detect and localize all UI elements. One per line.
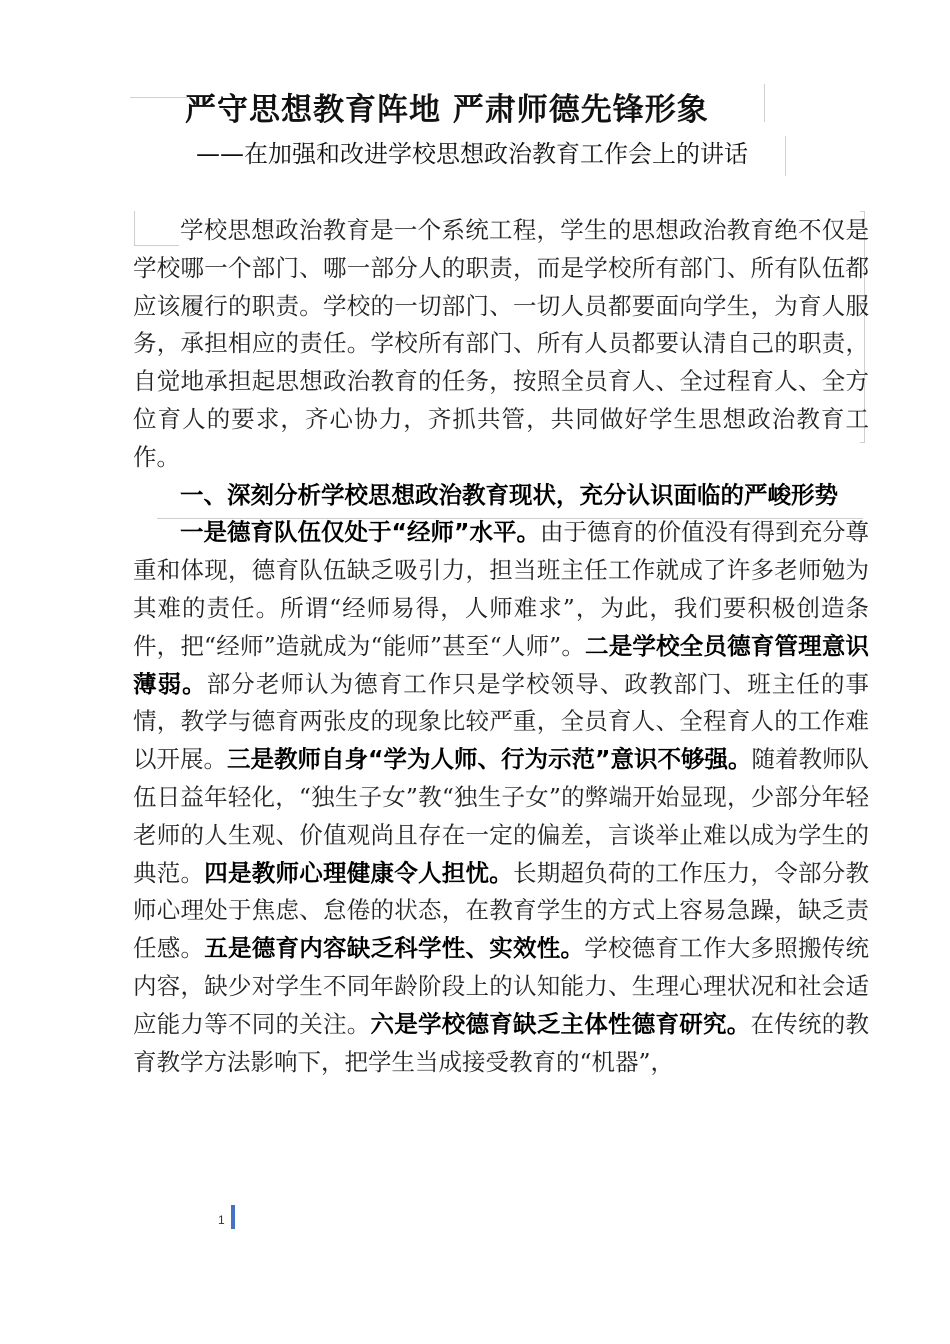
intro-paragraph: 学校思想政治教育是一个系统工程，学生的思想政治教育绝不仅是学校哪一个部门、哪一部分人的职责，而是学校所有部门、所有队伍都应该履行的职责。学校的一切部门、一切人员都要面向学生，为育人服务，承担相应的责任。学校所有部门、所有人员都要认清自己的职责，自觉地承担起思想政治教育的任务，按照全员育人、全过程育人、全方位育人的要求，齐心协力，齐抓共管，共同做好学生思想政治教育工作。: [133, 216, 869, 471]
point-text: 在传统的教育教学方法影响下，把学生当成接受教育的“机器”，: [133, 1009, 869, 1076]
title-rule-right: [764, 84, 765, 122]
page-number-bar: [231, 1205, 235, 1229]
point-text: 由于德育的价值没有得到充分尊重和体现，德育队伍缺乏吸引力，担当班主任工作就成了许多老师勉为其难的责任。所谓“经师易得，人师难求”，为此，我们要积极创造条件，把“经师”造就成为“能师”甚至“人师”。: [133, 518, 870, 660]
point-lead: 五是德育内容缺乏科学性、实效性。: [204, 934, 585, 963]
point-text: 长期超负荷的工作压力，令部分教师心理处于焦虑、怠倦的状态，在教育学生的方式上容易急躁，缺乏责任感。: [133, 858, 869, 963]
points-paragraph: [133, 514, 869, 1081]
point-lead: 四是教师心理健康令人担忧。: [204, 858, 513, 887]
point-text: 学校德育工作大多照搬传统内容，缺少对学生不同年龄阶段上的认知能力、生理心理状况和社会适应能力等不同的关注。: [133, 934, 869, 1038]
document-subtitle: ——在加强和改进学校思想政治教育工作会上的讲话: [196, 140, 748, 168]
subtitle-rule-right: [785, 136, 786, 176]
point-lead: 三是教师自身“学为人师、行为示范”意识不够强。: [227, 745, 752, 774]
point-lead: 二是学校全员德育管理意识薄弱。: [133, 631, 869, 698]
point-text: 部分老师认为德育工作只是学校领导、政教部门、班主任的事情，教学与德育两张皮的现象比较严重，全员育人、全程育人的工作难以开展。: [133, 669, 870, 774]
document-title: 严守思想教育阵地 严肃师德先锋形象: [185, 92, 709, 128]
point-lead: 一是德育队伍仅处于“经师”水平。: [180, 518, 540, 547]
point-lead: 六是学校德育缺乏主体性德育研究。: [370, 1009, 751, 1038]
point-text: 随着教师队伍日益年轻化，“独生子女”教“独生子女”的弊端开始显现，少部分年轻老师的人生观、价值观尚且存在一定的偏差，言谈举止难以成为学生的典范。: [133, 745, 870, 887]
page-number: 1: [218, 1213, 225, 1227]
section-heading: 一、深刻分析学校思想政治教育现状，充分认识面临的严峻形势: [180, 480, 838, 509]
title-underline-left: [130, 97, 188, 98]
document-body: [133, 212, 869, 1081]
